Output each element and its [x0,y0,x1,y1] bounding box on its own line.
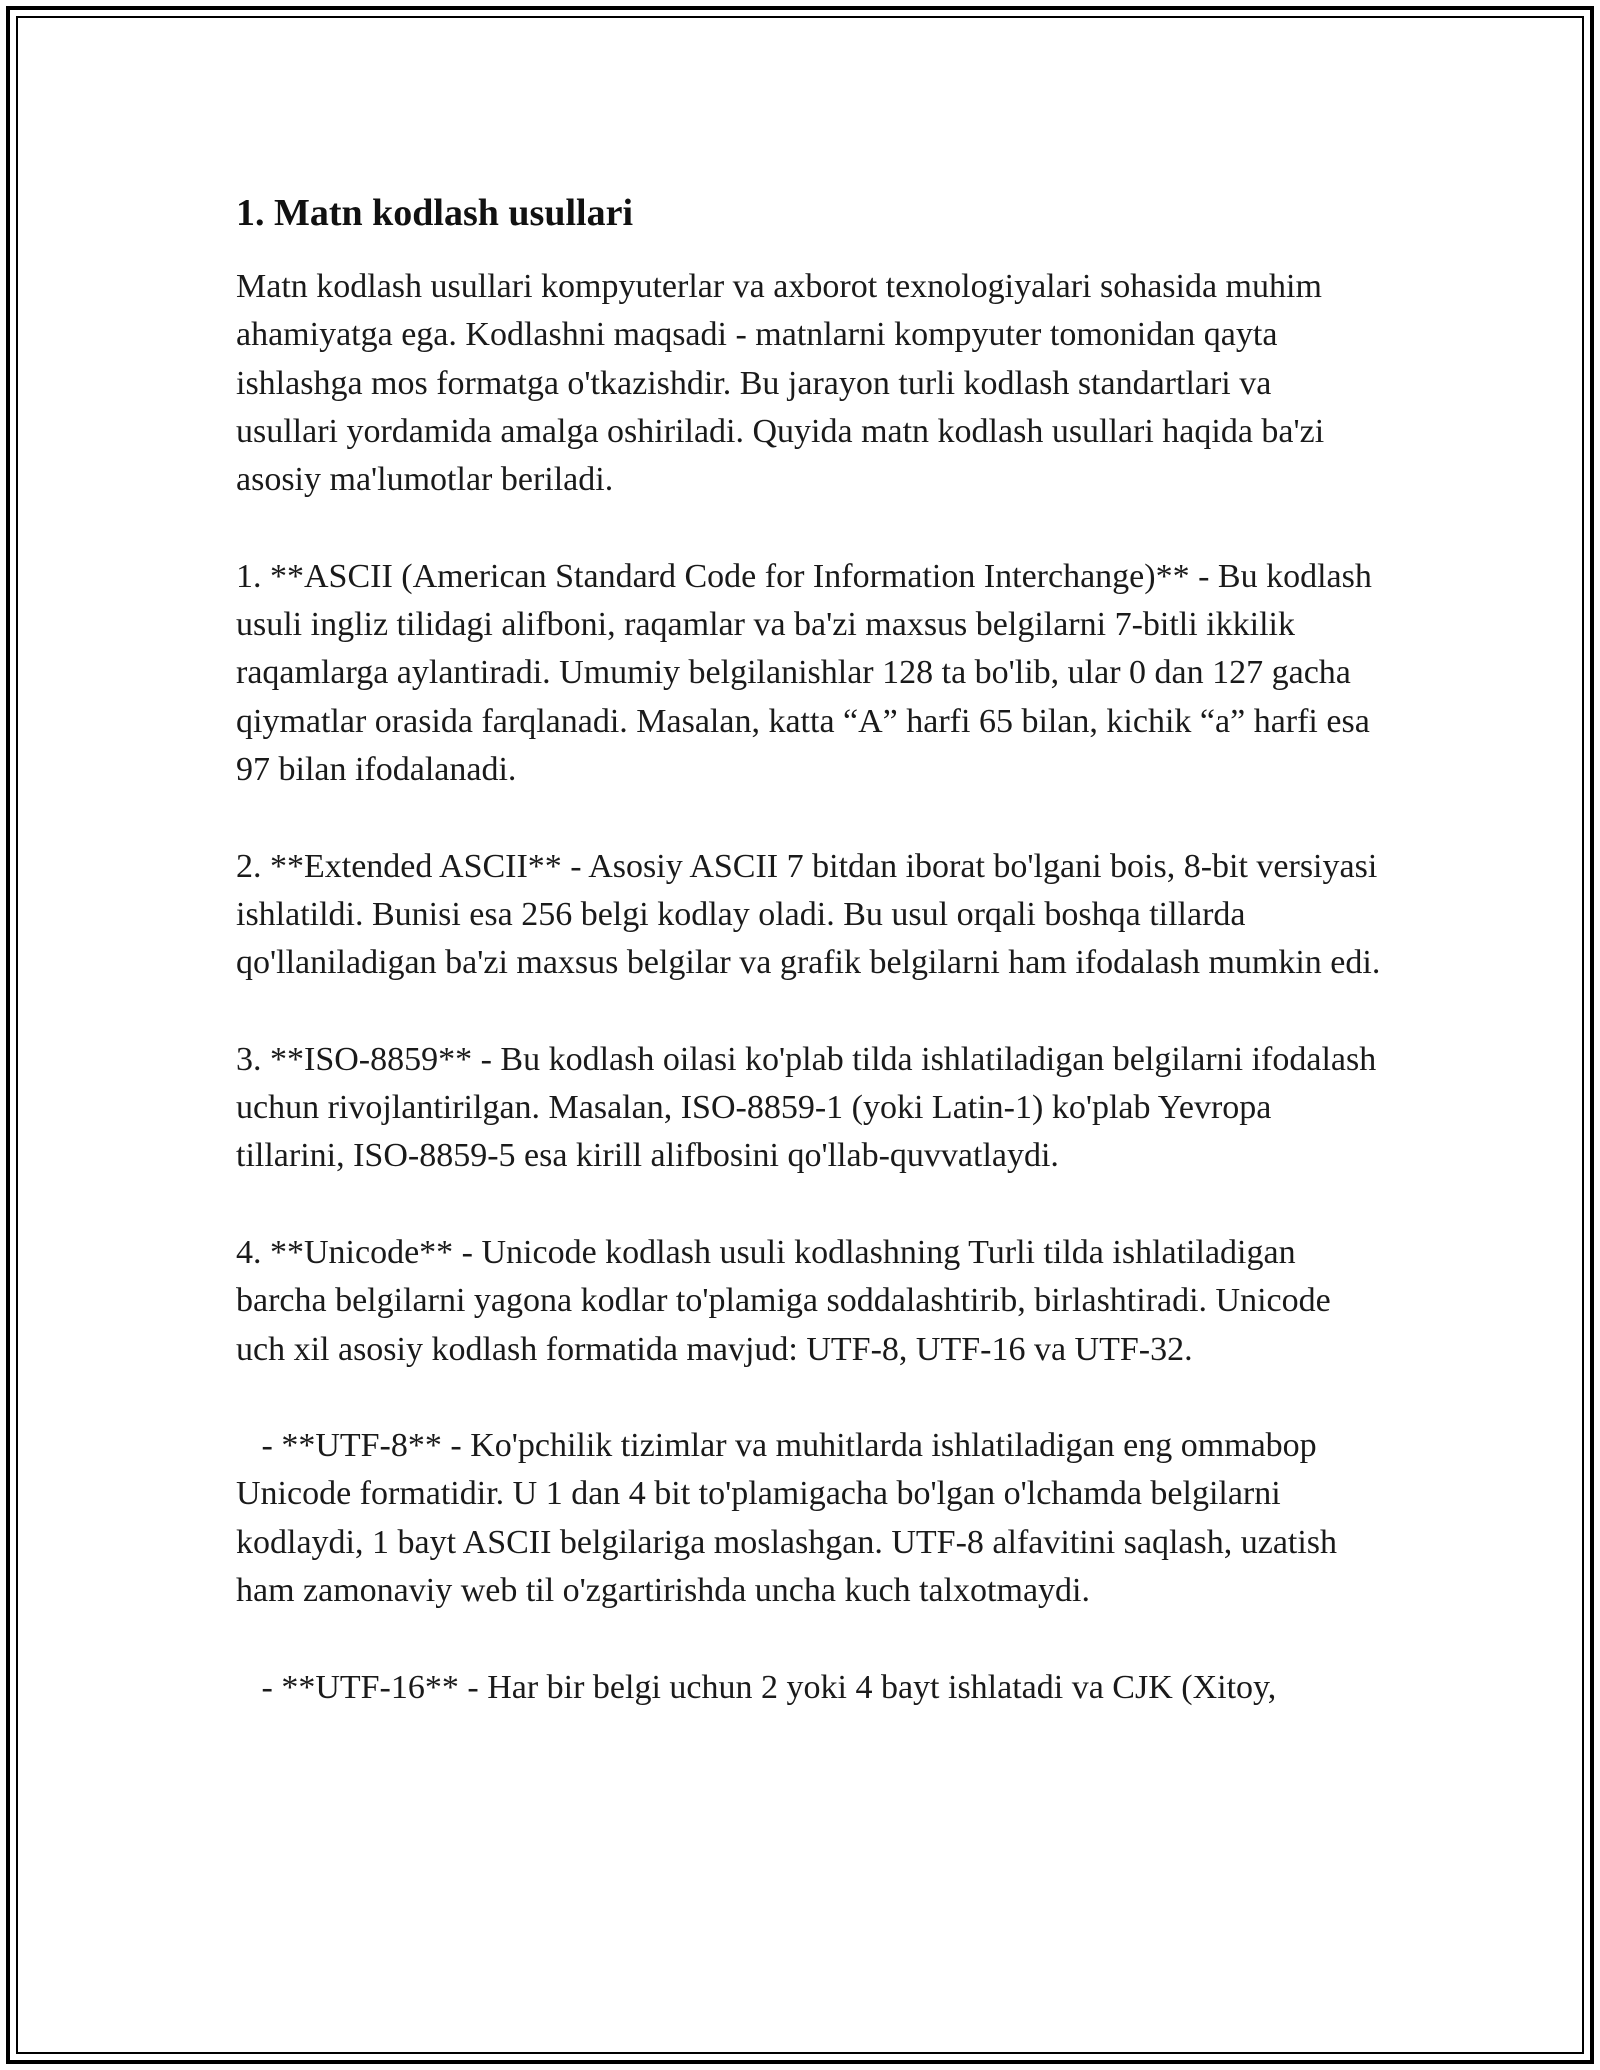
unicode-paragraph: 4. **Unicode** - Unicode kodlash usuli kodlashning Turli tilda ishlatiladigan barcha belgilarni yagona kodlar to'plamiga soddalashtirib, birlashtiradi. Unicode uch xil asosiy kodlash formatida mavjud: UTF-8, UTF-16 va UTF-32. [236,1233,1340,1368]
utf-16-paragraph: - **UTF-16** - Har bir belgi uchun 2 yoki 4 bayt ishlatadi va CJK (Xitoy, [236,1668,1277,1706]
ascii-paragraph: 1. **ASCII (American Standard Code for Information Interchange)** - Bu kodlash usuli ingliz tilidagi alifboni, raqamlar va ba'zi maxsus belgilarni 7-bitli ikkilik raqamlarga aylantiradi. Umumiy belgilanishlar 128 ta bo'lib, ular 0 dan 127 gacha qiymatlar orasida farqlanadi. Masalan, katta “A” harfi 65 bilan, kichik “a” harfi esa 97 bilan ifodalanadi. [236,557,1381,788]
iso-8859-paragraph: 3. **ISO-8859** - Bu kodlash oilasi ko'plab tilda ishlatiladigan belgilarni ifodalash uchun rivojlantirilgan. Masalan, ISO-8859-1 (yoki Latin-1) ko'plab Yevropa tillarini, ISO-8859-5 esa kirill alifbosini qo'llab-quvvatlaydi. [236,1040,1385,1175]
extended-ascii-paragraph: 2. **Extended ASCII** - Asosiy ASCII 7 bitdan iborat bo'lgani bois, 8-bit versiyasi ishlatildi. Bunisi esa 256 belgi kodlay oladi. Bu usul orqali boshqa tillarda qo'llaniladigan ba'zi maxsus belgilar va grafik belgilarni ham ifodalash mumkin edi. [236,847,1386,982]
utf-8-paragraph: - **UTF-8** - Ko'pchilik tizimlar va muhitlarda ishlatiladigan eng ommabop Unicode formatidir. U 1 dan 4 bit to'plamigacha bo'lgan o'lchamda belgilarni kodlaydi, 1 bayt ASCII belgilariga moslashgan. UTF-8 alfavitini saqlash, uzatish ham zamonaviy web til o'zgartirishda uncha kuch talxotmaydi. [236,1427,1346,1610]
document-body [236,185,1386,1712]
section-heading: 1. Matn kodlash usullari [236,192,633,234]
intro-paragraph: Matn kodlash usullari kompyuterlar va axborot texnologiyalari sohasida muhim ahamiyatga ega. Kodlashni maqsadi - matnlarni kompyuter tomonidan qayta ishlashga mos formatga o'tkazishdir. Bu jarayon turli kodlash standartlari va usullari yordamida amalga oshiriladi. Quyida matn kodlash usullari haqida ba'zi asosiy ma'lumotlar beriladi. [236,268,1333,499]
